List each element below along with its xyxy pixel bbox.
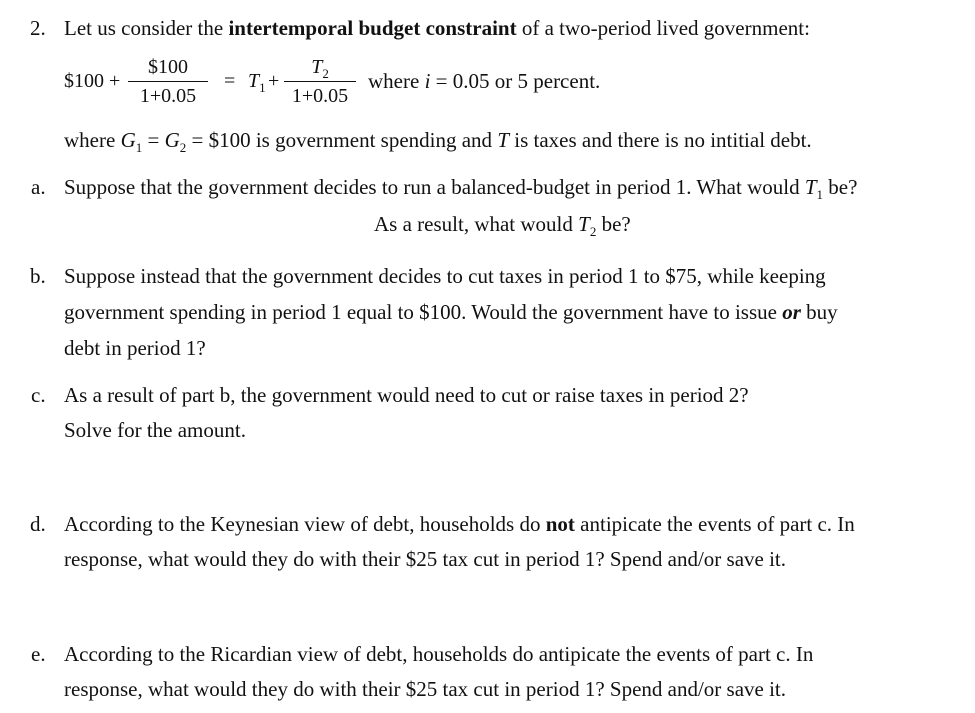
question-number: 2. <box>30 16 46 40</box>
part-c-marker: c. <box>31 383 46 407</box>
part-d-emphasis: not <box>545 512 575 536</box>
eq-fraction-1-denominator: 1+0.05 <box>139 85 197 107</box>
spending-definition-line: where $G_1 = G_2$ = $100 is government spending and T is taxes and there is no intitial debt. <box>64 128 812 155</box>
part-e-line-1: According to the Ricardian view of debt, households do antipicate the events of part c. In <box>64 642 814 666</box>
part-a-line-1: Suppose that the government decides to run a balanced-budget in period 1. What would $T_1$ be? <box>64 175 858 202</box>
part-a-line-2: As a result, what would $T_2$ be? <box>374 212 631 239</box>
eq-fraction-2 <box>284 56 356 107</box>
eq-equals: = <box>224 70 236 92</box>
eq-fraction-1-numerator: $100 <box>148 56 188 78</box>
part-b-line-2: government spending in period 1 equal to $100. Would the government have to issue or buy <box>64 300 838 324</box>
part-b-line-3: debt in period 1? <box>64 336 206 360</box>
intro-line <box>64 15 810 41</box>
intro-post: of a two-period lived government: <box>516 16 810 40</box>
part-c-line-2: Solve for the amount. <box>64 418 246 442</box>
intro-bold-term: intertemporal budget constraint <box>228 16 517 40</box>
part-e-line-2: response, what would they do with their $25 tax cut in period 1? Spend and/or save it. <box>64 677 787 701</box>
part-b-marker: b. <box>30 264 46 288</box>
eq-interest-rate-note: where i = 0.05 or 5 percent. <box>368 69 601 93</box>
part-b-emphasis: or <box>782 300 801 324</box>
part-d-marker: d. <box>30 512 46 536</box>
part-d-line-2: response, what would they do with their $25 tax cut in period 1? Spend and/or save it. <box>64 547 787 571</box>
part-a-marker: a. <box>31 175 46 199</box>
part-c-line-1: As a result of part b, the government would need to cut or raise taxes in period 2? <box>64 383 749 407</box>
eq-fraction-2-denominator: 1+0.05 <box>291 85 349 107</box>
part-d-line-1: According to the Keynesian view of debt, households do not antipicate the events of part c. In <box>64 512 855 536</box>
eq-lhs-term: $100 + <box>64 70 121 92</box>
eq-fraction-2-numerator: $T_2$ <box>311 56 329 81</box>
intro-pre: Let us consider the <box>64 16 229 40</box>
part-b-line-1: Suppose instead that the government decides to cut taxes in period 1 to $75, while keeping <box>64 264 826 288</box>
part-e-marker: e. <box>31 642 46 666</box>
eq-plus: + <box>268 70 280 92</box>
eq-t1: $T_1$ <box>248 70 266 95</box>
eq-fraction-1 <box>128 56 208 107</box>
